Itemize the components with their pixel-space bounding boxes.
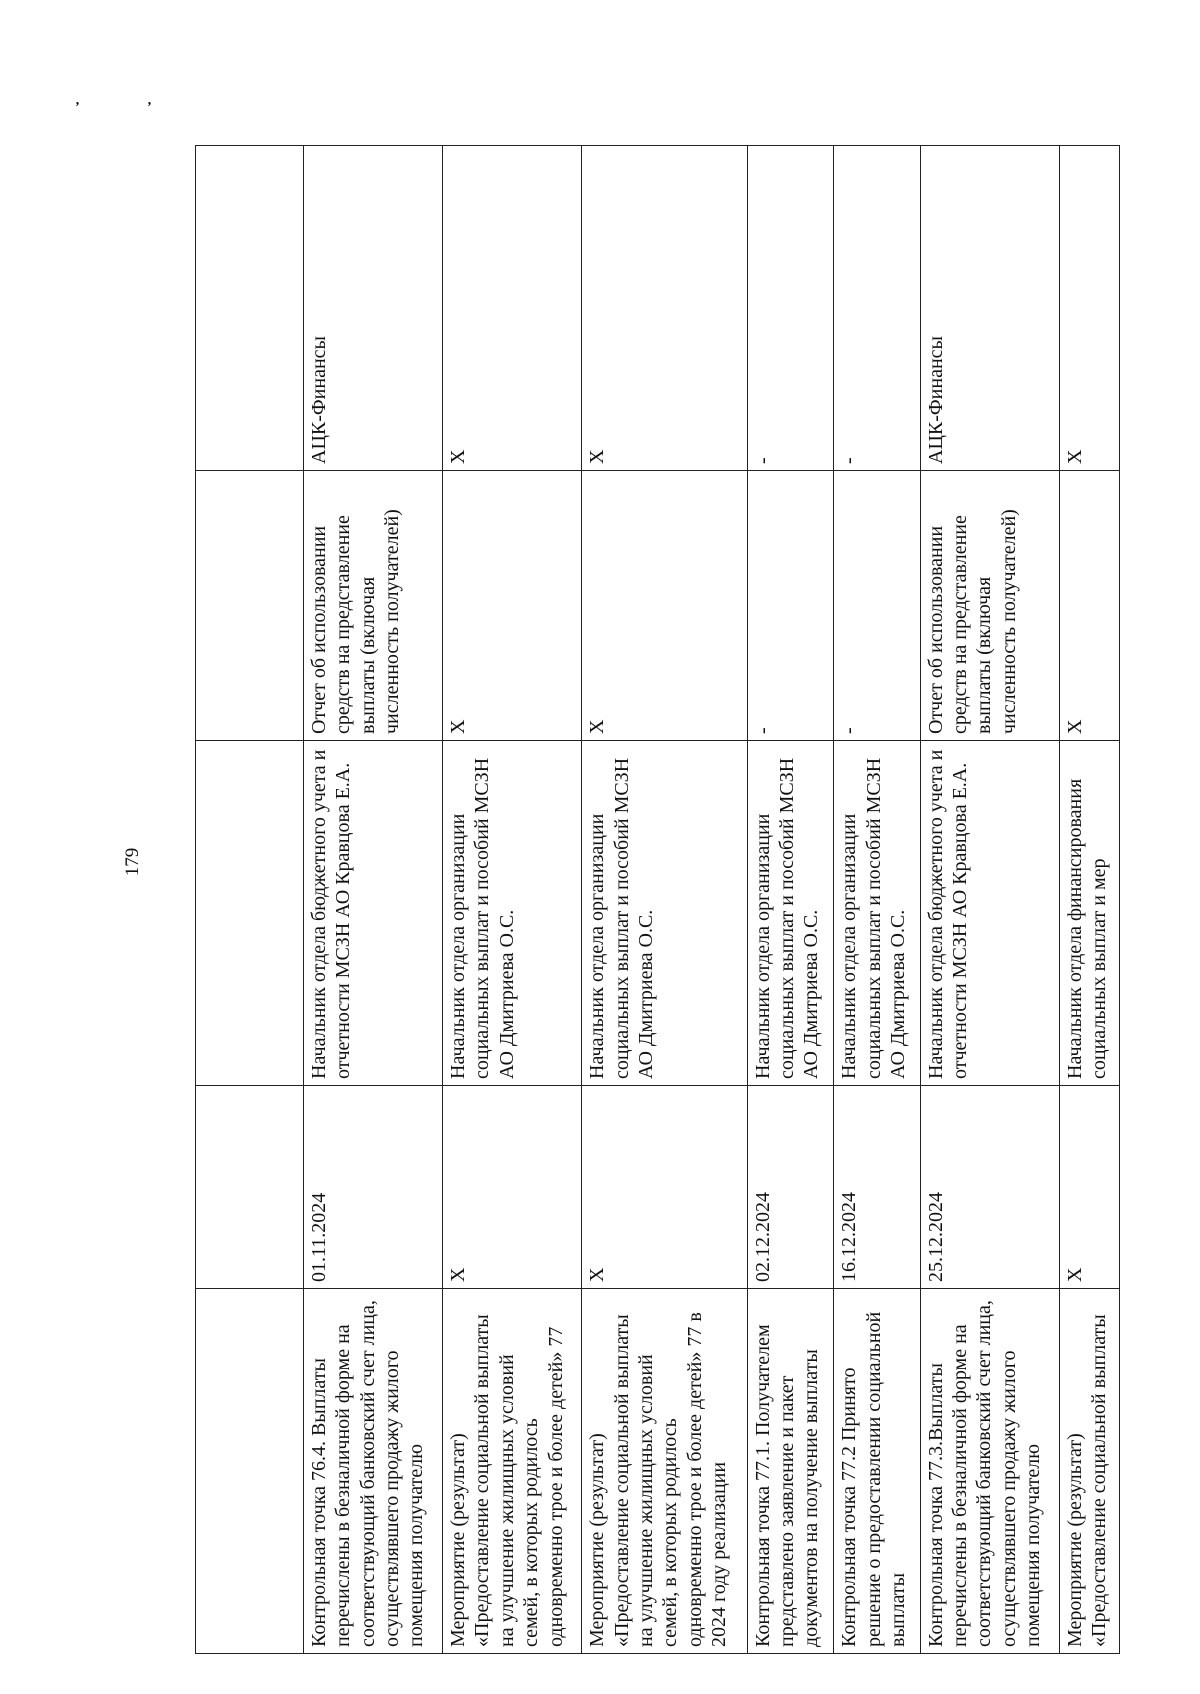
date-cell: X [582,1086,747,1289]
event-cell: Контрольная точка 77.1. Получателем представлено заявление и пакет документов на получение выплаты [747,1289,834,1654]
table-row [582,146,747,1654]
event-cell: Мероприятие (результат) «Предоставление социальной выплаты на улучшение жилищных условий семей, в которых родилось одновременно трое и более детей» 77 в 2024 году реализации [582,1289,747,1654]
event-cell [196,1289,304,1654]
system-cell: X [1059,146,1119,471]
event-cell: Контрольная точка 76.4. Выплаты перечислены в безналичной форме на соответствующий банковский счет лица, осуществлявшего продажу жилого помещения получателю [303,1289,442,1654]
table-row [1059,146,1119,1654]
document-cell: X [1059,471,1119,741]
date-cell: X [1059,1086,1119,1289]
system-cell: - [747,146,834,471]
responsible-cell [196,741,304,1086]
system-cell: X [582,146,747,471]
date-cell: X [443,1086,582,1289]
document-cell: Отчет об использовании средств на представление выплаты (включая численность получателей) [920,471,1059,741]
system-cell: X [443,146,582,471]
system-cell: АЦК-Финансы [303,146,442,471]
table-row [443,146,582,1654]
date-cell: 25.12.2024 [920,1086,1059,1289]
event-cell: Контрольная точка 77.2 Принято решение о предоставлении социальной выплаты [834,1289,921,1654]
event-cell: Контрольная точка 77.3.Выплаты перечислены в безналичной форме на соответствующий банковский счет лица, осуществлявшего продажу жилого помещения получателю [920,1289,1059,1654]
responsible-cell: Начальник отдела бюджетного учета и отчетности МСЗН АО Кравцова Е.А. [920,741,1059,1086]
table-rotated-wrapper [195,146,1120,1654]
responsible-cell: Начальник отдела организации социальных выплат и пособий МСЗН АО Дмитриева О.С. [834,741,921,1086]
date-cell: 01.11.2024 [303,1086,442,1289]
event-cell: Мероприятие (результат) «Предоставление социальной выплаты [1059,1289,1119,1654]
document-cell: X [582,471,747,741]
table-row [920,146,1059,1654]
system-cell: - [834,146,921,471]
responsible-cell: Начальник отдела организации социальных выплат и пособий МСЗН АО Дмитриева О.С. [443,741,582,1086]
system-cell: АЦК-Финансы [920,146,1059,471]
document-cell: - [747,471,834,741]
document-cell: - [834,471,921,741]
responsible-cell: Начальник отдела организации социальных выплат и пособий МСЗН АО Дмитриева О.С. [582,741,747,1086]
document-cell: Отчет об использовании средств на представление выплаты (включая численность получателей) [303,471,442,741]
date-cell [196,1086,304,1289]
header-row [196,146,304,1654]
date-cell: 02.12.2024 [747,1086,834,1289]
table-row [747,146,834,1654]
scan-mark-1: ʼ [75,100,80,115]
plan-table [195,145,1120,1654]
table-row [834,146,921,1654]
page-number: 179 [122,847,143,877]
responsible-cell: Начальник отдела бюджетного учета и отчетности МСЗН АО Кравцова Е.А. [303,741,442,1086]
event-cell: Мероприятие (результат) «Предоставление социальной выплаты на улучшение жилищных условий семей, в которых родилось одновременно трое и более детей» 77 [443,1289,582,1654]
document-cell: X [443,471,582,741]
table-row [303,146,442,1654]
responsible-cell: Начальник отдела организации социальных выплат и пособий МСЗН АО Дмитриева О.С. [747,741,834,1086]
scan-mark-2: ʼ [147,100,152,115]
date-cell: 16.12.2024 [834,1086,921,1289]
responsible-cell: Начальник отдела финансирования социальных выплат и мер [1059,741,1119,1086]
document-cell [196,471,304,741]
system-cell [196,146,304,471]
